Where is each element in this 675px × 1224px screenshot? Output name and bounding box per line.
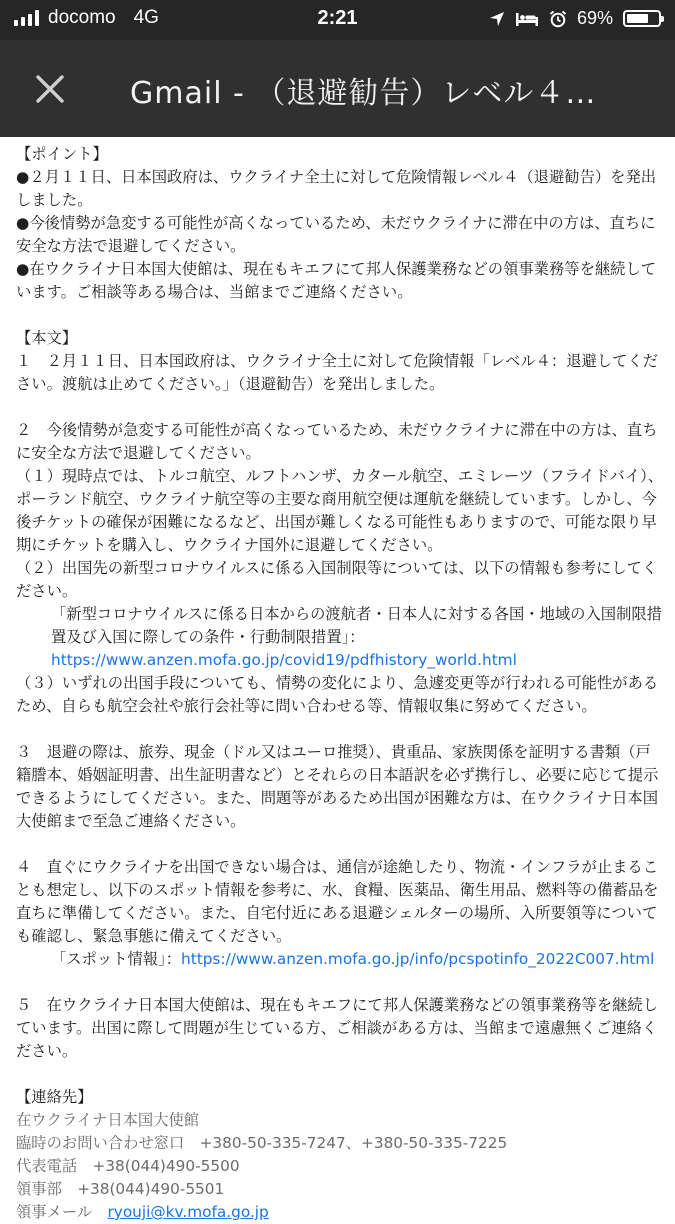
contact-email-line xyxy=(16,1201,664,1224)
bed-icon xyxy=(515,11,539,27)
section-3: ３ 退避の際は、旅券、現金（ドル又はユーロ推奨）、貴重品、家族関係を証明する書類（戸籍謄本、婚姻証明書、出生証明書など）とそれらの日本語訳を必ず携行し、必要に応じて提示できるようにしてください。また、問題等があるため出国が困難な方は、在ウクライナ日本国大使館まで至急ご連絡ください。 xyxy=(16,743,659,830)
app-bar xyxy=(0,40,675,137)
point-heading: 【ポイント】 xyxy=(16,145,108,163)
section-1: １ ２月１１日、日本国政府は、ウクライナ全土に対して危険情報「レベル４：退避してください。渡航は止めてください。」（退避勧告）を発出しました。 xyxy=(16,352,659,393)
contact-heading: 【連絡先】 xyxy=(16,1088,93,1106)
covid-reference-label: 「新型コロナウイルスに係る日本からの渡航者・日本人に対する各国・地域の入国制限措置及び入国に際しての条件・行動制限措置」： xyxy=(51,605,662,646)
main-heading: 【本文】 xyxy=(16,329,78,347)
battery-level-fill xyxy=(627,14,648,23)
contact-org: 在ウクライナ日本国大使館 xyxy=(16,1111,200,1129)
point-item: ●２月１１日、日本国政府は、ウクライナ全土に対して危険情報レベル４（退避勧告）を発出しました。 xyxy=(16,168,657,209)
close-button[interactable] xyxy=(28,67,72,111)
section-4: ４ 直ぐにウクライナを出国できない場合は、通信が途絶したり、物流・インフラが止まることも想定し、以下のスポット情報を参考に、水、食糧、医薬品、衛生用品、燃料等の備蓄品を直ちに準備してください。また、自宅付近にある退避シェルターの場所、入所要領等についても確認し、緊急事態に備えてください。 xyxy=(16,858,659,945)
spot-reference xyxy=(16,948,664,971)
contact-email-label: 領事メール xyxy=(16,1203,108,1221)
alarm-icon xyxy=(549,10,567,28)
battery-percent: 69% xyxy=(576,8,613,28)
network-type: 4G xyxy=(133,7,159,28)
section-2-item-1: （１）現時点では、トルコ航空、ルフトハンザ、カタール航空、エミレーツ（フライドバイ）、ポーランド航空、ウクライナ航空等の主要な商用航空便は運航を継続しています。しかし、今後チケットの確保が困難になるなど、出国が難しくなる可能性もありますので、可能な限り早期にチケットを購入し、ウクライナ国外に退避してください。 xyxy=(16,467,664,554)
email-body xyxy=(16,143,664,1224)
contact-main-phone: 代表電話 +38(044)490-5500 xyxy=(16,1157,240,1175)
battery-icon xyxy=(623,10,661,27)
contact-email-link[interactable]: ryouji@kv.mofa.go.jp xyxy=(107,1203,269,1221)
contact-hotline: 臨時のお問い合わせ窓口 +380-50-335-7247、+380-50-335-7225 xyxy=(16,1134,508,1152)
close-icon xyxy=(28,67,72,111)
location-arrow-icon xyxy=(489,11,505,27)
covid-reference xyxy=(16,603,664,672)
spot-info-link[interactable]: https://www.anzen.mofa.go.jp/info/pcspotinfo_2022C007.html xyxy=(181,950,655,968)
covid-info-link[interactable]: https://www.anzen.mofa.go.jp/covid19/pdfhistory_world.html xyxy=(51,651,517,669)
carrier-name: docomo xyxy=(48,7,116,28)
page-title: Gmail - （退避勧告）レベル４… xyxy=(130,76,597,111)
section-2-item-3: （３）いずれの出国手段についても、情勢の変化により、急遽変更等が行われる可能性があるため、自らも航空会社や旅行会社等に問い合わせる等、情報収集に努めてください。 xyxy=(16,674,659,715)
point-item: ●在ウクライナ日本国大使館は、現在もキエフにて邦人保護業務などの領事業務等を継続しています。ご相談等ある場合は、当館までご連絡ください。 xyxy=(16,260,657,301)
section-5: ５ 在ウクライナ日本国大使館は、現在もキエフにて邦人保護業務などの領事業務等を継続しています。出国に際して問題が生じている方、ご相談がある方は、当館まで遠慮無くご連絡ください。 xyxy=(16,996,659,1060)
contact-consular-phone: 領事部 +38(044)490-5501 xyxy=(16,1180,225,1198)
section-2: ２ 今後情勢が急変する可能性が高くなっているため、未だウクライナに滞在中の方は、直ちに安全な方法で退避してください。 xyxy=(16,421,658,462)
clock: 2:21 xyxy=(317,7,358,29)
spot-reference-label: 「スポット情報」： xyxy=(51,950,182,968)
status-bar xyxy=(0,0,675,40)
point-item: ●今後情勢が急変する可能性が高くなっているため、未だウクライナに滞在中の方は、直ちに安全な方法で退避してください。 xyxy=(16,214,656,255)
section-2-item-2: （２）出国先の新型コロナウイルスに係る入国制限等については、以下の情報も参考にしてください。 xyxy=(16,559,658,600)
